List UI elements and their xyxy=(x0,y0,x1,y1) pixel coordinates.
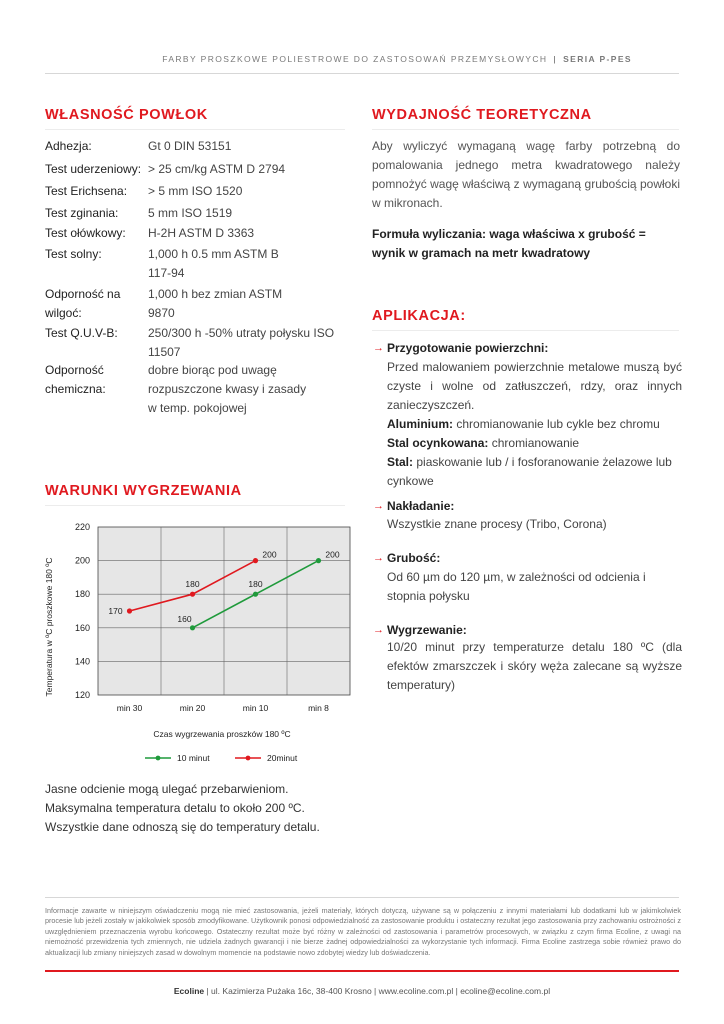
data-point xyxy=(253,592,258,597)
prop-label-pencil: Test ołówkowy: xyxy=(45,226,126,240)
data-point xyxy=(190,592,195,597)
application-method-text: Wszystkie znane procesy (Tribo, Corona) xyxy=(387,517,607,531)
disclaimer-text: Informacje zawarte w niniejszym oświadczeniu mogą nie mieć zastosowania, jeżeli materiały, których dotyczą, używane są w połączeniu z innymi materiałami lub dodatkami lub w jakimkolwiek procesie lub jeżeli zostały w jakikolwiek sposób zmodyfikowane. Użytkownik ponosi odpowiedzialność za zastosowanie produktu i ostateczny rezultat jego zastosowania przy zachowaniu ostrożności z uwzględnieniem przeznaczenia wyrobu końcowego. Ostateczny rezultat może być różny w zależności od zastosowania i parametrów procesowych, w związku z czym firma Ecoline, z uwagi na niemożność przewidzenia tych zmiennych, nie udziela żadnych gwarancji i nie bierze żadnej odpowiedzialności za wykorzystanie tych informacji. Firma Ecoline zastrzega sobie również prawo do aktualizacji lub zmiany niniejszych zasad w dowolnym momencie na podstawie nowo zdobytej wiedzy lub doświadczenia. xyxy=(45,906,681,957)
application-title: APLIKACJA: xyxy=(372,308,466,324)
prop-value-impact: > 25 cm/kg ASTM D 2794 xyxy=(148,162,286,176)
curing-title-rule xyxy=(45,505,345,506)
thickness-text: Od 60 µm do 120 µm, w zależności od odcienia i stopnia połysku xyxy=(387,570,646,603)
arrow-icon: → xyxy=(373,552,384,564)
data-point xyxy=(316,558,321,563)
galvanized-line xyxy=(387,434,682,453)
prop-value-erichsen: > 5 mm ISO 1520 xyxy=(148,184,243,198)
y-tick-label: 120 xyxy=(74,690,90,700)
y-tick-label: 140 xyxy=(74,656,90,667)
y-tick-label: 200 xyxy=(74,555,90,566)
note-line: Maksymalna temperatura detalu to około 200 ºC. xyxy=(45,801,305,815)
footer-divider xyxy=(45,897,679,898)
prop-label-humidity: Odporność na wilgoć: xyxy=(45,287,121,320)
arrow-icon: → xyxy=(373,342,384,354)
galvanized-label: Stal ocynkowana: xyxy=(387,436,489,450)
x-tick-label: min 30 xyxy=(116,703,143,713)
company-name: Ecoline xyxy=(173,986,205,996)
data-label: 200 xyxy=(325,549,340,560)
surface-prep-text: Przed malowaniem powierzchnie metalowe muszą być czyste i wolne od zatłuszczeń, rdzy, oraz innych zanieczyszczeń. xyxy=(387,360,682,412)
steel-label: Stal: xyxy=(387,455,414,469)
prop-label-impact: Test uderzeniowy: xyxy=(45,162,142,176)
contact-details: | ul. Kazimierza Pużaka 16c, 38-400 Krosno | www.ecoline.com.pl | ecoline@ecoline.com.pl xyxy=(204,986,551,996)
y-tick-label: 160 xyxy=(74,622,90,633)
header-divider xyxy=(45,73,679,74)
aluminium-label: Aluminium: xyxy=(387,417,453,431)
header-series: SERIA P-PES xyxy=(563,54,632,64)
legend-marker xyxy=(156,756,161,761)
steel-line xyxy=(387,453,682,491)
prop-label-quv: Test Q.U.V-B: xyxy=(45,326,118,340)
data-point xyxy=(127,608,132,613)
prop-label-bending: Test zginania: xyxy=(45,206,119,220)
properties-title-rule xyxy=(45,129,345,130)
legend-label: 10 minut xyxy=(177,753,210,763)
legend-marker xyxy=(246,756,251,761)
x-tick-label: min 8 xyxy=(308,703,329,713)
x-tick-label: min 20 xyxy=(179,703,206,713)
curing-time-title: Wygrzewanie: xyxy=(387,623,467,637)
prop-label-erichsen: Test Erichsena: xyxy=(45,184,128,198)
surface-prep-title: Przygotowanie powierzchni: xyxy=(387,341,549,355)
thickness-title: Grubość: xyxy=(387,551,441,565)
notes xyxy=(45,780,320,837)
prop-value-pencil: H-2H ASTM D 3363 xyxy=(148,226,255,240)
curing-title: WARUNKI WYGRZEWANIA xyxy=(45,483,242,499)
prop-value-chemical: dobre biorąc pod uwagę rozpuszczone kwasy i zasady w temp. pokojowej xyxy=(148,363,307,415)
galvanized-text: chromianowanie xyxy=(491,436,580,450)
footer-red-rule xyxy=(45,970,679,972)
prop-label-salt: Test solny: xyxy=(45,247,102,261)
x-tick-label: min 10 xyxy=(242,703,269,713)
prop-label-adhesion: Adhezja: xyxy=(45,139,92,153)
chart-y-axis-label: Temperatura w ºC proszkowe 180 ºC xyxy=(44,557,54,697)
prop-label-chemical: Odporność chemiczna: xyxy=(45,363,106,396)
header-separator: | xyxy=(553,54,558,64)
legend-label: 20minut xyxy=(267,753,298,763)
data-point xyxy=(253,558,258,563)
note-line: Wszystkie dane odnoszą się do temperatury detalu. xyxy=(45,820,320,834)
curing-time-text: 10/20 minut przy temperaturze detalu 180 ºC (dla efektów zmarszczek i skóry węża zalecane są wyższe temperatury) xyxy=(387,640,682,692)
steel-text: piaskowanie lub / i fosforanowanie żelazowe lub cynkowe xyxy=(387,455,672,488)
chart-x-axis-label: Czas wygrzewania proszków 180 ºC xyxy=(153,729,291,739)
prop-value-salt: 1,000 h 0.5 mm ASTM B 117-94 xyxy=(148,247,279,280)
aluminium-line xyxy=(387,415,682,434)
application-title-rule xyxy=(372,330,679,331)
application-method-title: Nakładanie: xyxy=(387,499,455,513)
data-point xyxy=(190,625,195,630)
note-line: Jasne odcienie mogą ulegać przebarwieniom. xyxy=(45,782,289,796)
aluminium-text: chromianowanie lub cykle bez chromu xyxy=(456,417,660,431)
y-tick-label: 220 xyxy=(74,522,90,532)
data-label: 180 xyxy=(248,579,263,590)
data-label: 170 xyxy=(108,606,123,616)
data-label: 160 xyxy=(177,613,192,624)
arrow-icon: → xyxy=(373,624,384,636)
header-text: FARBY PROSZKOWE POLIESTROWE DO ZASTOSOWAŃ PRZEMYSŁOWYCH xyxy=(162,54,548,64)
prop-value-quv: 250/300 h -50% utraty połysku ISO 11507 xyxy=(148,326,335,359)
data-label: 180 xyxy=(185,579,200,590)
yield-text: Aby wyliczyć wymaganą wagę farby potrzebną do pomalowania jednego metra kwadratowego należy pomnożyć wagę właściwą z wymaganą grubością powłoki w mikronach. xyxy=(372,139,680,210)
yield-formula: Formuła wyliczania: waga właściwa x grubość = wynik w gramach na metr kwadratowy xyxy=(372,227,646,260)
yield-title: WYDAJNOŚĆ TEORETYCZNA xyxy=(372,107,592,123)
contact-line xyxy=(0,986,724,996)
prop-value-bending: 5 mm ISO 1519 xyxy=(148,206,233,220)
arrow-icon: → xyxy=(373,500,384,512)
y-tick-label: 180 xyxy=(74,589,90,600)
yield-title-rule xyxy=(372,129,679,130)
curing-chart xyxy=(40,515,360,775)
surface-prep-body xyxy=(387,358,682,491)
prop-value-humidity: 1,000 h bez zmian ASTM 9870 xyxy=(148,287,283,320)
data-label: 200 xyxy=(262,549,277,560)
prop-value-adhesion: Gt 0 DIN 53151 xyxy=(148,139,232,153)
document-header xyxy=(162,54,632,64)
properties-title: WŁASNOŚĆ POWŁOK xyxy=(45,107,208,123)
